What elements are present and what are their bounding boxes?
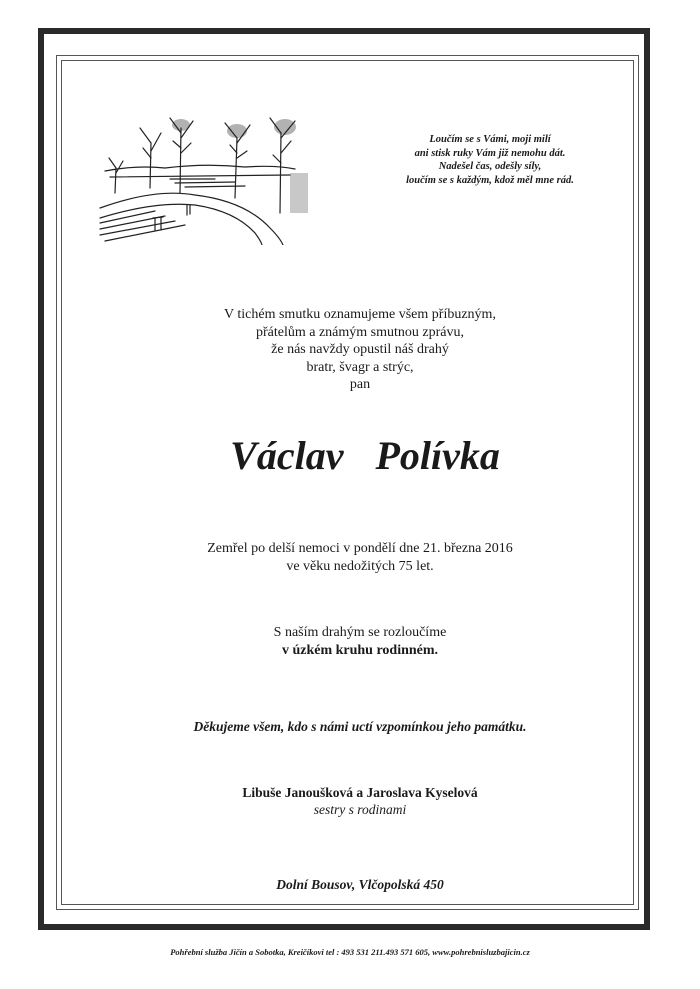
deceased-name: Václav Polívka: [230, 433, 500, 478]
announcement-text: [160, 306, 560, 394]
poem-line-4: loučím se s každým, kdož měl mne rád.: [406, 174, 574, 186]
landscape-sketch-illustration: [95, 113, 310, 245]
address: Dolní Bousov, Vlčopolská 450: [276, 877, 444, 892]
death-notice-line-2: ve věku nedožitých 75 let.: [286, 559, 434, 574]
signer-names: Libuše Janoušková a Jaroslava Kyselová: [242, 785, 478, 800]
death-notice: [140, 540, 580, 576]
announcement-line-5: pan: [349, 377, 371, 392]
thanks-text: Děkujeme všem, kdo s námi uctí vzpomínkou jeho památku.: [193, 719, 527, 734]
death-notice-line-1: Zemřel po delší nemoci v pondělí dne 21. března 2016: [207, 541, 513, 556]
announcement-line-4: bratr, švagr a strýc,: [306, 359, 414, 375]
announcement-line-3: že nás navždy opustil náš drahý: [271, 342, 449, 357]
poem-line-1: Loučím se s Vámi, moji milí: [429, 134, 551, 145]
poem-line-2: ani stisk ruky Vám již nemohu dát.: [414, 147, 566, 159]
funeral-service-footer: Pohřební služba Jičín a Sobotka, Kreičíkovi tel : 493 531 211.493 571 605, www.pohrebnisluzbajicin.cz: [170, 947, 530, 957]
signer-relation: sestry s rodinami: [313, 802, 407, 817]
announcement-line-1: V tichém smutku oznamujeme všem příbuzným,: [224, 307, 496, 322]
farewell-ceremony: [160, 624, 560, 660]
farewell-poem: [370, 133, 610, 187]
farewell-line-1: S naším drahým se rozloučíme: [273, 625, 447, 640]
poem-line-3: Nadešel čas, odešly síly,: [438, 161, 542, 172]
farewell-line-2: v úzkém kruhu rodinném.: [281, 643, 439, 658]
announcement-line-2: přátelům a známým smutnou zprávu,: [256, 324, 464, 340]
signers-block: [160, 784, 560, 818]
